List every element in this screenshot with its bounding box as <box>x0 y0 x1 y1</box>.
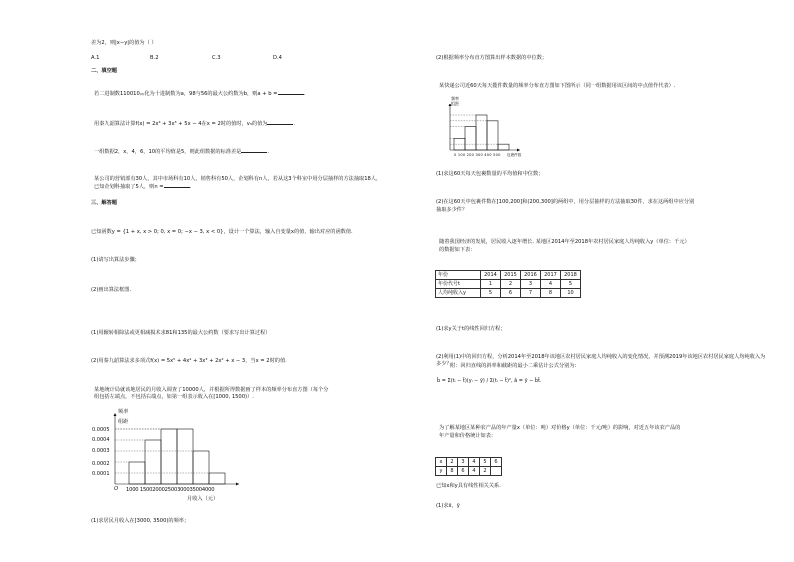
question-stem-tail: 差为2，则|x−y|的值为（ ） <box>91 40 157 46</box>
income-hist-ylabel-bottom: 组距 <box>118 419 129 425</box>
table-row <box>436 458 502 467</box>
table-cell: 4 <box>541 280 561 289</box>
table-cell: 人均纯收入y <box>436 289 481 298</box>
table-cell: 10 <box>561 289 581 298</box>
table-cell: 2 <box>501 280 521 289</box>
table-cell: 2014 <box>481 271 501 280</box>
answer-1-part-1: (1)请写出算法步骤； <box>91 257 140 263</box>
income-ytick: 0.0005 <box>92 427 110 433</box>
histogram-bar <box>209 473 225 484</box>
income-question-line1: 随着我国经济的发展，居民收入逐年增长. 某地区2014年至2018年农村居民家庭人均纯收入y（单位：千元） <box>439 239 690 245</box>
option-a: A.1 <box>91 55 100 61</box>
crop-part-1: (1)求x̄，ȳ <box>436 503 460 509</box>
histogram-bar <box>145 440 161 484</box>
income-xtick: 3000 <box>177 487 190 493</box>
fill-question-4: 某公司的营销部有30人，其中市场科有10人，销售科有50人，企划科有n人，若从这3个科室中用分层抽样的方法抽取18人，已知企划科抽取了5人，则n = . <box>94 176 382 190</box>
table-cell: x <box>436 458 447 467</box>
table-cell: 8 <box>447 467 458 476</box>
table-cell: 3 <box>521 280 541 289</box>
answer-3-stem-line2: 组包括左端点，不包括右端点，如第一组表示收入在[1000, 1500)）. <box>94 394 254 400</box>
crop-table <box>435 457 502 476</box>
option-c: C.3 <box>212 55 221 61</box>
histogram-bar <box>498 144 509 150</box>
income-xtick: 1500 <box>139 487 153 493</box>
income-xtick: 4000 <box>201 487 215 493</box>
table-cell: 5 <box>480 458 491 467</box>
parcel-histogram <box>440 104 524 154</box>
histogram-bar <box>465 127 476 150</box>
table-cell: 2 <box>447 458 458 467</box>
table-row <box>436 467 502 476</box>
table-cell: 2017 <box>541 271 561 280</box>
answer-3-stem-line1: 某地统计局就该地居民的月收入调查了10000人，并根据所得数据画了样本的频率分布直方图（每个分 <box>94 387 329 393</box>
income-part-2: (2)利用(1)中的回归方程，分析2014年至2018年该地区农村居民家庭人均纯收入的变化情况，并预测2019年该地区农村居民家庭人均纯收入为多少？ <box>436 354 766 367</box>
table-cell: 8 <box>541 289 561 298</box>
section-answer-heading: 三、解答题 <box>91 200 117 206</box>
income-histogram <box>112 412 244 488</box>
crop-note: 已知x和y具有线性相关关系. <box>436 483 501 489</box>
answer-3-part-1: (1)求居民月收入在[3000, 3500)的频率； <box>91 518 190 524</box>
income-ytick: 0.0004 <box>92 437 110 443</box>
crop-question-line2: 年产量和价格统计如表： <box>439 433 497 439</box>
income-xtick: 1000 <box>126 487 139 493</box>
table-cell: 1 <box>481 280 501 289</box>
histogram-bar <box>177 429 193 484</box>
parcel-part-1: (1)求这60天每天包裹数量的平均值和中位数； <box>436 171 544 177</box>
parcel-part-2-line1: (2)在这60天中包裹件数在[100,200]和(200,300]的两组中，用分层抽样的方法抽取30件，求在这两组中应分别 <box>436 199 695 205</box>
table-cell: 5 <box>481 289 501 298</box>
income-ytick: 0.0003 <box>92 448 110 454</box>
option-d: D.4 <box>273 55 282 61</box>
income-hist-ylabel-top: 频率 <box>118 409 129 415</box>
income-hist-xlabel: 月收入（元） <box>187 496 219 502</box>
income-xtick: 3500 <box>189 487 202 493</box>
table-cell: 2015 <box>501 271 521 280</box>
parcel-hist-ylabel-bottom: 组距 <box>451 101 459 106</box>
histogram-bar <box>487 121 498 150</box>
fill-question-3: 一组数据2，x，4，6，10的平均值是5，则此组数据的标准差是 . <box>94 149 270 155</box>
regression-formula: b̂ = Σ(tᵢ − t̄)(yᵢ − ȳ) / Σ(tᵢ − t̄)², â = ȳ − b̂t̄. <box>437 378 542 384</box>
table-cell: 4 <box>469 467 480 476</box>
parcel-xtick: 200 <box>466 153 475 157</box>
income-table <box>435 270 581 298</box>
table-row <box>436 289 581 298</box>
x-axis-arrow <box>236 483 239 486</box>
table-cell: 2 <box>480 467 491 476</box>
parcel-hist-xticks <box>454 153 501 157</box>
table-cell: 2016 <box>521 271 541 280</box>
fill-question-1: 若二进制数110010₍₂₎化为十进制数为a，98与56的最大公约数为b，则a + b = . <box>94 91 306 97</box>
answer-2-part-2: (2)用秦九韶算法求多项式f(x) = 5x⁵ + 4x⁴ + 3x³ + 2x² + x − 3，当x = 2时的值. <box>91 358 287 364</box>
answer-1-part-2: (2)画出算法框图. <box>91 287 132 293</box>
income-question-line2: 的数据如下表： <box>439 247 476 253</box>
table-cell: 2018 <box>561 271 581 280</box>
table-cell: 7 <box>521 289 541 298</box>
parcel-xtick: 0 <box>454 153 457 157</box>
histogram-bar <box>161 429 177 484</box>
fill-question-2: 用秦九韶算法计算f(x) = 2x⁴ + 3x³ + 5x − 4在x = 2时的值时，v₃的值为 . <box>94 121 296 127</box>
y-axis-arrow <box>449 104 452 106</box>
crop-question-line1: 为了解某地区某种农产品的年产量x（单位：吨）对价格y（单位：千元/吨）的影响，对近五年该农产品的 <box>439 425 681 431</box>
income-part-1: (1)求y关于t的线性回归方程； <box>436 326 506 332</box>
income-ytick: 0.0001 <box>92 471 110 477</box>
table-row <box>436 271 581 280</box>
parcel-part-2-line2: 抽取多少件？ <box>436 207 468 213</box>
table-cell: 年份 <box>436 271 481 280</box>
appendix-note: 附：回归直线的斜率和截距的最小二乘估计公式分别为： <box>450 363 580 369</box>
histogram-bar <box>193 451 209 484</box>
table-cell: 6 <box>501 289 521 298</box>
parcel-hist-xlabel: 包裹件数 <box>507 153 522 157</box>
income-hist-origin: O <box>114 486 119 492</box>
table-cell: 4 <box>469 458 480 467</box>
parcel-xtick: 300 <box>475 153 483 157</box>
parcel-question-stem: 某快递公司近60天每天揽件数量的频率分布直方图如下图所示（同一组数据用该区间的中点值作代表）. <box>439 83 676 89</box>
table-cell: 6 <box>491 458 502 467</box>
option-b: B.2 <box>150 55 159 61</box>
income-xtick: 2500 <box>164 487 178 493</box>
parcel-xtick: 500 <box>493 153 501 157</box>
table-row <box>436 280 581 289</box>
table-cell <box>491 467 502 476</box>
income-xtick: 2000 <box>152 487 165 493</box>
answer-question-1: 已知函数y = {1 + x, x > 0; 0, x = 0; −x − 3, x < 0}，设计一个算法，输入自变量x的值，输出对应的函数值. <box>91 229 353 235</box>
section-fill-in-heading: 二、填空题 <box>91 68 117 74</box>
table-cell: y <box>436 467 447 476</box>
table-cell: 6 <box>458 467 469 476</box>
histogram-bar <box>476 115 487 150</box>
y-axis-arrow <box>114 413 117 416</box>
table-cell: 年份代号t <box>436 280 481 289</box>
table-cell: 5 <box>561 280 581 289</box>
parcel-xtick: 400 <box>484 153 492 157</box>
answer-2-part-1: (1)用辗转相除法或更相减损术求81和135的最大公约数（要求写出计算过程） <box>91 330 271 336</box>
table-cell: 3 <box>458 458 469 467</box>
x-axis-arrow <box>517 149 520 152</box>
income-ytick: 0.0002 <box>92 461 110 467</box>
right-part-2: (2)根据频率分布直方图算出样本数据的中位数； <box>436 55 548 61</box>
parcel-hist-ylabel-top: 频率 <box>451 96 459 101</box>
parcel-xtick: 100 <box>457 153 466 157</box>
